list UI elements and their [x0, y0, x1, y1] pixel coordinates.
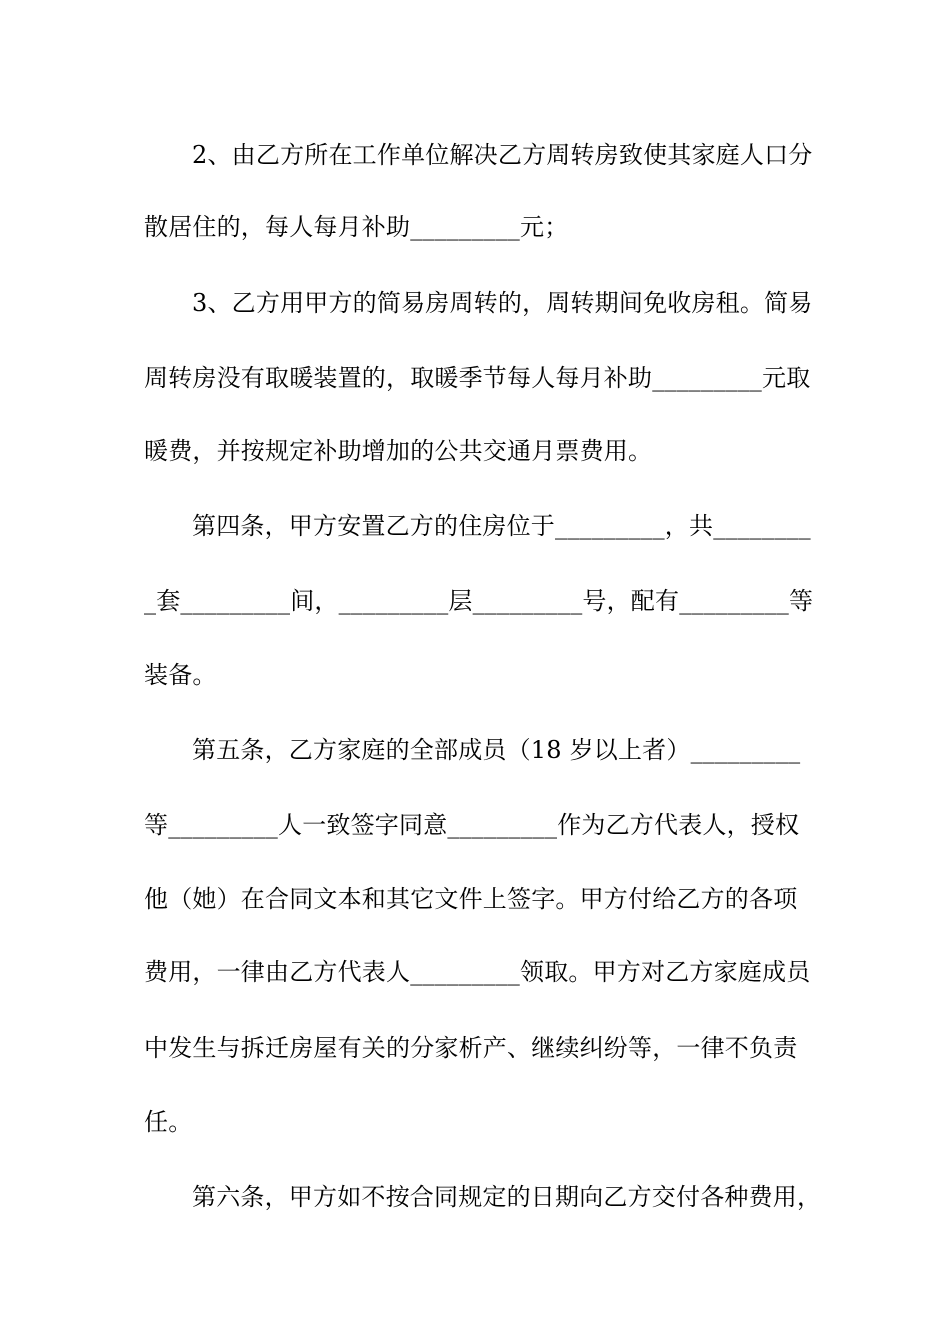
text-line: 任。 — [144, 1108, 193, 1136]
text-line: _套_________间，_________层_________号，配有_________等 — [144, 587, 814, 615]
text-line: 他（她）在合同文本和其它文件上签字。甲方付给乙方的各项 — [144, 885, 798, 913]
text-line: 2、由乙方所在工作单位解决乙方周转房致使其家庭人口分 — [192, 141, 813, 169]
text-line: 中发生与拆迁房屋有关的分家析产、继续纠纷等，一律不负责 — [144, 1034, 798, 1062]
text-line: 费用，一律由乙方代表人_________领取。甲方对乙方家庭成员 — [144, 958, 811, 986]
text-line: 第六条，甲方如不按合同规定的日期向乙方交付各种费用， — [192, 1183, 822, 1211]
text-line: 3、乙方用甲方的简易房周转的，周转期间免收房租。简易 — [192, 289, 813, 317]
text-line: 散居住的，每人每月补助_________元； — [144, 213, 569, 241]
text-line: 等_________人一致签字同意_________作为乙方代表人，授权 — [144, 811, 800, 839]
text-line: 暖费，并按规定补助增加的公共交通月票费用。 — [144, 437, 653, 465]
text-line: 装备。 — [144, 661, 217, 689]
text-line: 周转房没有取暖装置的，取暖季节每人每月补助_________元取 — [144, 364, 811, 392]
text-line: 第五条，乙方家庭的全部成员（18 岁以上者）_________ — [192, 736, 801, 764]
text-line: 第四条，甲方安置乙方的住房位于_________，共________ — [192, 512, 811, 540]
